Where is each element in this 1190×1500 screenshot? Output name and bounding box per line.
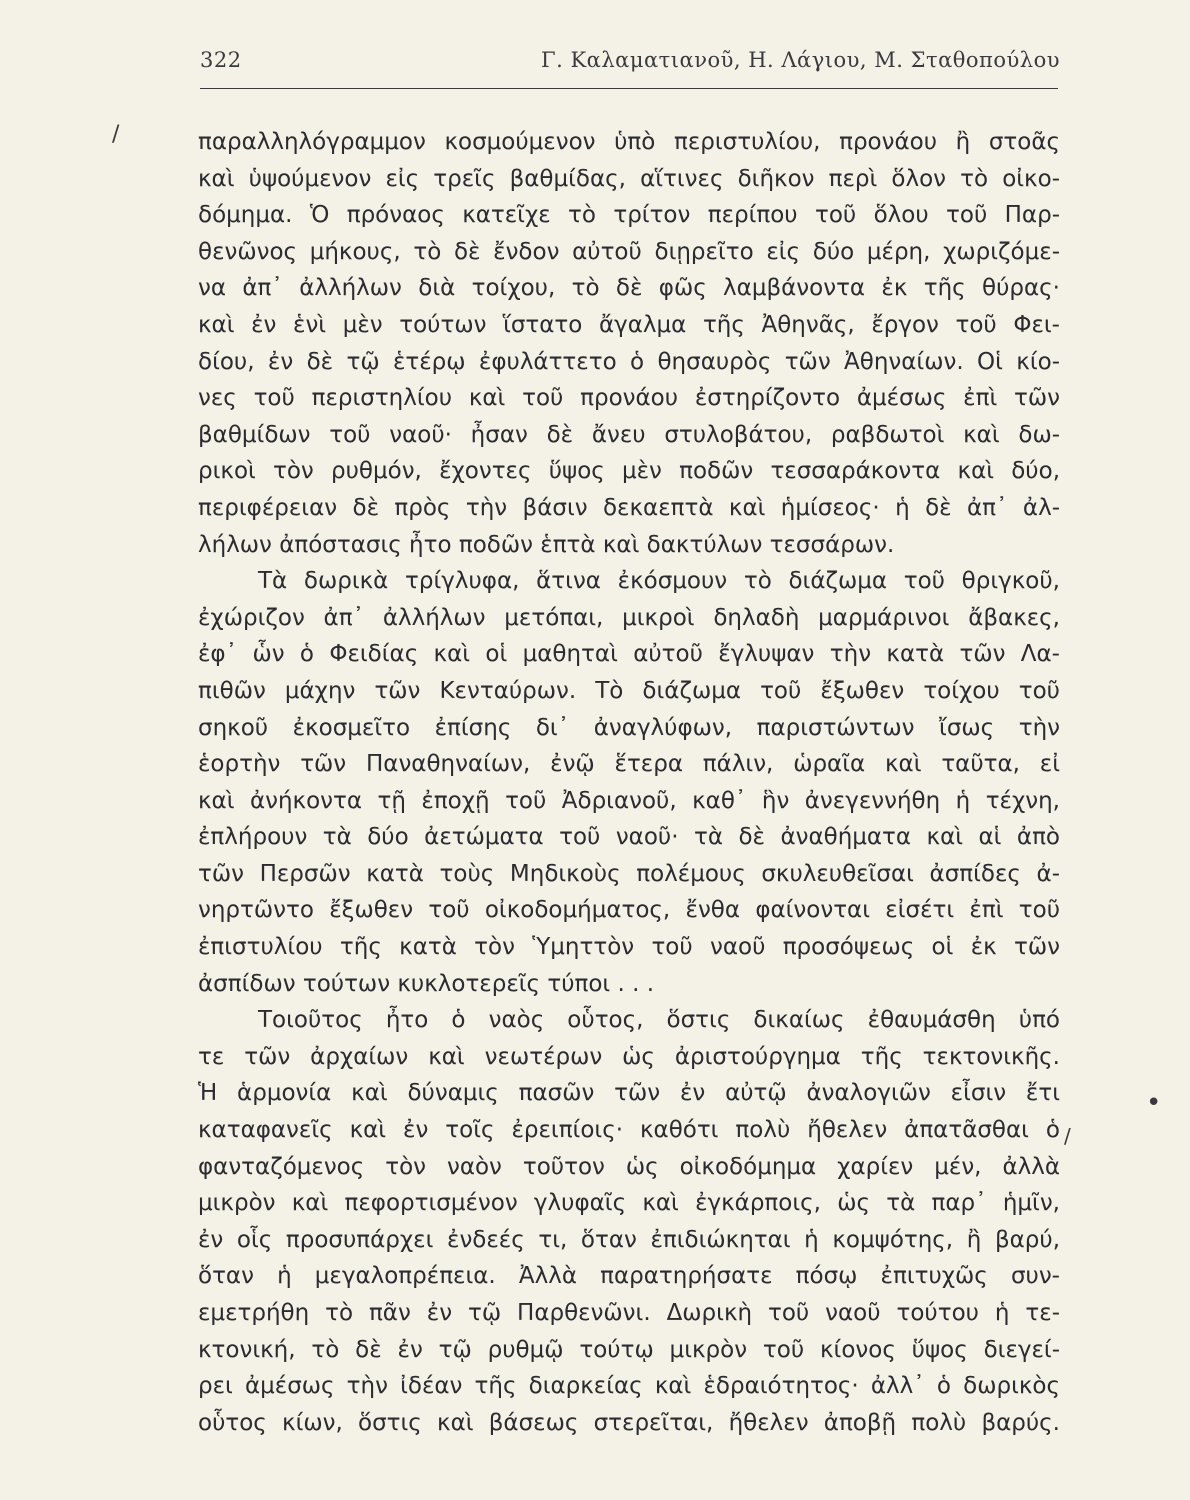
text-line: μικρὸν καὶ πεφορτισμένον γλυφαῖς καὶ ἐγκάρποις, ὡς τὰ παρ᾽ ἡμῖν, bbox=[198, 1190, 1060, 1217]
text-line: εμετρήθη τὸ πᾶν ἐν τῷ Παρθενῶνι. Δωρικὴ τοῦ ναοῦ τούτου ἡ τε- bbox=[198, 1300, 1060, 1326]
text-line: παραλληλόγραμμον κοσμούμενον ὑπὸ περιστυλίου, προνάου ἢ στοᾶς bbox=[198, 129, 1060, 155]
text-line: θενῶνος μήκους, τὸ δὲ ἔνδον αὐτοῦ διῃρεῖτο εἰς δύο μέρη, χωριζόμε- bbox=[198, 238, 1060, 265]
text-line: ἑορτὴν τῶν Παναθηναίων, ἐνῷ ἕτερα πάλιν, ὡραῖα καὶ ταῦτα, εἰ bbox=[198, 751, 1060, 778]
text-line: ρικοὶ τὸν ρυθμόν, ἔχοντες ὕψος μὲν ποδῶν τεσσαράκοντα καὶ δύο, bbox=[198, 458, 1060, 485]
margin-dot-mark: • bbox=[1146, 1088, 1162, 1118]
text-line: καὶ ἀνήκοντα τῇ ἐποχῇ τοῦ Ἀδριανοῦ, καθ᾽ ἣν ἀνεγεννήθη ἡ τέχνη, bbox=[198, 787, 1060, 814]
text-line: καὶ ὑψούμενον εἰς τρεῖς βαθμίδας, αἵτινες διῆκον περὶ ὅλον τὸ οἰκο- bbox=[198, 165, 1060, 192]
page-number: 322 bbox=[200, 48, 242, 72]
running-title: Γ. Καλαματιανοῦ, Η. Λάγιου, Μ. Σταθοπούλου bbox=[541, 48, 1060, 72]
text-line: ρει ἀμέσως τὴν ἰδέαν τῆς διαρκείας καὶ ἑδραιότητος· ἀλλ᾽ ὁ δωρικὸς bbox=[198, 1373, 1060, 1400]
text-line: βαθμίδων τοῦ ναοῦ· ἦσαν δὲ ἄνευ στυλοβάτου, ραβδωτοὶ καὶ δω- bbox=[198, 421, 1060, 448]
text-line: σηκοῦ ἐκοσμεῖτο ἐπίσης δι᾽ ἀναγλύφων, παριστώντων ἴσως τὴν bbox=[198, 714, 1060, 741]
text-line: κτονική, τὸ δὲ ἐν τῷ ρυθμῷ τούτῳ μικρὸν τοῦ κίονος ὕψος διεγεί- bbox=[198, 1336, 1060, 1363]
text-line: ἐν οἷς προσυπάρχει ἐνδεές τι, ὅταν ἐπιδιώκηται ἡ κομψότης, ἢ βαρύ, bbox=[198, 1226, 1060, 1253]
text-line: ἀσπίδων τούτων κυκλοτερεῖς τύποι . . . bbox=[198, 970, 655, 997]
text-line: ἐπλήρουν τὰ δύο ἀετώματα τοῦ ναοῦ· τὰ δὲ ἀναθήματα καὶ αἱ ἀπὸ bbox=[198, 824, 1060, 851]
paragraph-start-line: Τὰ δωρικὰ τρίγλυφα, ἅτινα ἐκόσμουν τὸ διάζωμα τοῦ θριγκοῦ, bbox=[258, 568, 1060, 595]
text-line: δίου, ἐν δὲ τῷ ἑτέρῳ ἐφυλάττετο ὁ θησαυρὸς τῶν Ἀθηναίων. Οἱ κίο- bbox=[198, 348, 1060, 375]
body-text bbox=[198, 124, 1060, 1441]
text-line: καταφανεῖς καὶ ἐν τοῖς ἐρειπίοις· καθότι πολὺ ἤθελεν ἀπατᾶσθαι ὁ bbox=[198, 1117, 1060, 1144]
text-line: δόμημα. Ὁ πρόναος κατεῖχε τὸ τρίτον περίπου τοῦ ὅλου τοῦ Παρ- bbox=[198, 202, 1060, 229]
text-line: ὅταν ἡ μεγαλοπρέπεια. Ἀλλὰ παρατηρήσατε πόσῳ ἐπιτυχῶς συν- bbox=[198, 1263, 1060, 1290]
margin-slash-mark: / bbox=[112, 122, 120, 147]
text-line: τῶν Περσῶν κατὰ τοὺς Μηδικοὺς πολέμους σκυλευθεῖσαι ἀσπίδες ἀ- bbox=[198, 860, 1060, 887]
text-line: ἐπιστυλίου τῆς κατὰ τὸν Ὑμηττὸν τοῦ ναοῦ προσόψεως οἱ ἐκ τῶν bbox=[198, 934, 1060, 961]
running-head bbox=[200, 42, 1060, 82]
text-line: περιφέρειαν δὲ πρὸς τὴν βάσιν δεκαεπτὰ καὶ ἡμίσεος· ἡ δὲ ἀπ᾽ ἀλ- bbox=[198, 494, 1060, 521]
text-line: καὶ ἐν ἑνὶ μὲν τούτων ἵστατο ἄγαλμα τῆς Ἀθηνᾶς, ἔργον τοῦ Φει- bbox=[198, 311, 1060, 338]
text-line: νηρτῶντο ἔξωθεν τοῦ οἰκοδομήματος, ἔνθα φαίνονται εἰσέτι ἐπὶ τοῦ bbox=[198, 897, 1060, 924]
text-line: ἐφ᾽ ὧν ὁ Φειδίας καὶ οἱ μαθηταὶ αὐτοῦ ἔγλυψαν τὴν κατὰ τῶν Λα- bbox=[198, 641, 1060, 668]
text-line: τε τῶν ἀρχαίων καὶ νεωτέρων ὡς ἀριστούργημα τῆς τεκτονικῆς. bbox=[198, 1043, 1060, 1070]
text-line: πιθῶν μάχην τῶν Κενταύρων. Τὸ διάζωμα τοῦ ἔξωθεν τοίχου τοῦ bbox=[198, 677, 1060, 704]
text-line: νες τοῦ περιστηλίου καὶ τοῦ προνάου ἐστηρίζοντο ἀμέσως ἐπὶ τῶν bbox=[198, 385, 1060, 412]
paragraph-start-line: Τοιοῦτος ἦτο ὁ ναὸς οὗτος, ὅστις δικαίως ἐθαυμάσθη ὑπό bbox=[258, 1007, 1060, 1034]
header-rule bbox=[200, 88, 1058, 89]
text-line: οὗτος κίων, ὅστις καὶ βάσεως στερεῖται, ἤθελεν ἀποβῇ πολὺ βαρύς. bbox=[198, 1409, 1060, 1436]
text-line: φανταζόμενος τὸν ναὸν τοῦτον ὡς οἰκοδόμημα χαρίεν μέν, ἀλλὰ bbox=[198, 1153, 1060, 1180]
margin-tick-mark: / bbox=[1064, 1124, 1071, 1148]
text-line: Ἡ ἁρμονία καὶ δύναμις πασῶν τῶν ἐν αὐτῷ ἀναλογιῶν εἶσιν ἔτι bbox=[198, 1080, 1060, 1107]
text-line: λήλων ἀπόστασις ἦτο ποδῶν ἑπτὰ καὶ δακτύλων τεσσάρων. bbox=[198, 531, 895, 558]
text-line: να ἀπ᾽ ἀλλήλων διὰ τοίχου, τὸ δὲ φῶς λαμβάνοντα ἐκ τῆς θύρας· bbox=[198, 275, 1060, 302]
text-line: ἐχώριζον ἀπ᾽ ἀλλήλων μετόπαι, μικροὶ δηλαδὴ μαρμάρινοι ἄβακες, bbox=[198, 604, 1060, 631]
